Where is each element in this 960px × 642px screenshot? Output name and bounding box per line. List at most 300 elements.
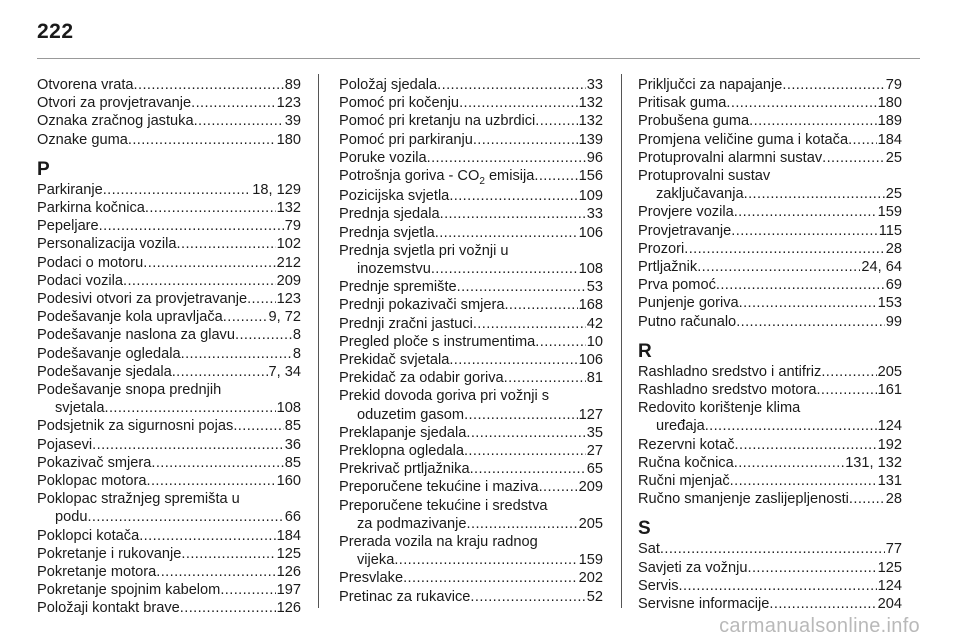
page-reference[interactable]: 209 <box>276 272 301 289</box>
subscript: 2 <box>479 176 485 188</box>
page-reference[interactable]: 197 <box>276 582 301 599</box>
page-reference[interactable]: 24, 64 <box>861 259 902 276</box>
index-entry-continuation: inozemstvu <box>357 261 431 278</box>
dot-leader <box>734 203 877 221</box>
index-entry[interactable] <box>638 131 902 149</box>
index-entry-term <box>638 94 726 112</box>
dot-leader <box>437 76 586 94</box>
page-reference[interactable]: 85 <box>284 454 301 471</box>
dot-leader <box>848 131 877 149</box>
index-entry[interactable] <box>339 278 603 296</box>
page-reference[interactable]: 212 <box>276 254 301 271</box>
dot-leader <box>464 442 586 460</box>
index-entry-text: Promjena veličine guma i kotača <box>638 131 849 148</box>
index-entry-term <box>339 187 449 205</box>
index-entry[interactable] <box>638 185 902 203</box>
index-entry-text: Punjenje goriva <box>638 295 739 312</box>
index-entry-text: Probušena guma <box>638 113 750 130</box>
page-reference[interactable]: 106 <box>578 224 603 241</box>
index-entry-text: Podaci o motoru <box>37 254 144 271</box>
index-entry-continuation: vijeka <box>357 552 395 569</box>
dot-leader <box>403 569 578 587</box>
dot-leader <box>504 369 586 387</box>
index-entry[interactable] <box>638 454 902 472</box>
index-entry[interactable] <box>638 363 902 381</box>
dot-leader <box>730 472 877 490</box>
index-entry[interactable] <box>37 563 301 581</box>
index-entry[interactable] <box>339 406 603 424</box>
index-entry-continuation: zaključavanja <box>656 186 744 203</box>
index-entry-term <box>638 577 679 595</box>
page-reference[interactable]: 180 <box>877 95 902 112</box>
page-reference[interactable]: 115 <box>878 222 902 239</box>
dot-leader <box>473 131 578 149</box>
page-reference[interactable]: 126 <box>276 600 301 617</box>
index-entry-term <box>638 454 734 472</box>
index-entry[interactable] <box>37 290 301 308</box>
index-entry-continuation: podu <box>55 509 88 526</box>
index-entry-text: Ručni mjenjač <box>638 473 730 490</box>
index-entry-text: Preporučene tekućine i maziva <box>339 479 539 496</box>
index-entry-term <box>656 185 744 203</box>
page-reference[interactable]: 33 <box>586 206 603 223</box>
index-column-1 <box>37 76 301 618</box>
index-entry-text: Savjeti za vožnju <box>638 559 748 576</box>
index-entry[interactable] <box>37 399 301 417</box>
page-reference[interactable]: 153 <box>877 295 902 312</box>
index-entry-term <box>37 272 123 290</box>
dot-leader <box>734 454 844 472</box>
index-entry-term <box>37 472 147 490</box>
index-entry[interactable] <box>37 326 301 344</box>
page-reference[interactable]: 99 <box>885 313 902 330</box>
index-entry[interactable] <box>339 224 603 242</box>
index-entry-term <box>357 260 431 278</box>
dot-leader <box>191 94 276 112</box>
index-entry[interactable] <box>339 149 603 167</box>
page-reference[interactable]: 25 <box>885 186 902 203</box>
index-entry-continuation: oduzetim gasom <box>357 406 465 423</box>
page-reference[interactable]: 65 <box>586 461 603 478</box>
index-entry-text: Poruke vozila <box>339 149 427 166</box>
index-entry[interactable] <box>339 442 603 460</box>
index-entry-text: Prekrivač prtljažnika <box>339 461 470 478</box>
page-reference[interactable]: 156 <box>578 168 603 185</box>
page-reference[interactable]: 205 <box>877 363 902 380</box>
index-entry-term <box>638 381 816 399</box>
index-entry[interactable] <box>37 254 301 272</box>
index-entry[interactable] <box>37 217 301 235</box>
index-entry-text: Prekidač za odabir goriva <box>339 370 504 387</box>
index-entry[interactable] <box>37 545 301 563</box>
dot-leader <box>223 308 268 326</box>
dot-leader <box>92 436 284 454</box>
index-entry-term <box>339 588 470 606</box>
index-entry[interactable] <box>339 260 603 278</box>
index-entry-text: Podešavanje naslona za glavu <box>37 327 235 344</box>
dot-leader <box>151 454 283 472</box>
page-reference[interactable]: 25 <box>885 149 902 166</box>
index-entry[interactable] <box>339 551 603 569</box>
page-reference[interactable]: 202 <box>578 570 603 587</box>
page-reference[interactable]: 109 <box>578 188 603 205</box>
index-entry[interactable] <box>37 345 301 363</box>
page-reference[interactable]: 52 <box>586 588 603 605</box>
index-entry[interactable] <box>638 436 902 454</box>
index-entry[interactable] <box>638 258 902 276</box>
index-entry-term <box>339 112 535 130</box>
index-entry-term <box>339 478 539 496</box>
index-entry[interactable] <box>37 436 301 454</box>
index-entry-term <box>638 131 848 149</box>
index-entry[interactable] <box>339 296 603 314</box>
index-entry-term <box>638 472 730 490</box>
dot-leader <box>739 294 877 312</box>
index-entry-text: Rezervni kotač <box>638 436 735 453</box>
index-entry-term <box>37 326 235 344</box>
index-entry[interactable] <box>37 94 301 112</box>
page-reference[interactable]: 85 <box>284 418 301 435</box>
index-entry-term <box>638 276 716 294</box>
index-entry-term <box>55 399 104 417</box>
page-reference[interactable]: 79 <box>885 77 902 93</box>
index-entry[interactable] <box>37 472 301 490</box>
dot-leader <box>473 315 586 333</box>
index-entry[interactable] <box>339 187 603 205</box>
index-entry[interactable] <box>638 381 902 399</box>
index-entry[interactable] <box>638 76 902 94</box>
page-reference[interactable]: 131, 132 <box>845 454 902 471</box>
index-entry-term <box>638 76 782 94</box>
index-column-2 <box>339 76 603 606</box>
page-reference[interactable]: 27 <box>586 443 603 460</box>
index-entry[interactable] <box>638 595 902 613</box>
page-reference[interactable]: 28 <box>885 240 902 257</box>
page-reference[interactable]: 96 <box>586 149 603 166</box>
index-entry[interactable] <box>37 272 301 290</box>
index-entry-text: Prednje spremište <box>339 279 457 296</box>
index-entry-text: Pretinac za rukavice <box>339 588 471 605</box>
page-reference[interactable]: 108 <box>578 261 603 278</box>
page-reference[interactable]: 10 <box>586 333 603 350</box>
index-entry-term <box>37 581 220 599</box>
dot-leader <box>177 235 276 253</box>
index-entry[interactable] <box>37 508 301 526</box>
dot-leader <box>470 460 586 478</box>
index-entry[interactable] <box>37 527 301 545</box>
page-reference[interactable]: 168 <box>578 297 603 314</box>
dot-leader <box>660 540 885 558</box>
page-reference[interactable]: 123 <box>276 291 301 308</box>
page-reference[interactable]: 9, 72 <box>268 309 301 326</box>
index-entry-term <box>339 424 466 442</box>
index-entry-term <box>37 417 233 435</box>
dot-leader <box>235 326 292 344</box>
index-entry[interactable] <box>339 369 603 387</box>
page-reference[interactable]: 108 <box>276 400 301 417</box>
dot-leader <box>99 217 284 235</box>
index-entry-text: Ručno smanjenje zaslijepljenosti <box>638 491 849 508</box>
page-reference[interactable]: 7, 34 <box>268 363 301 380</box>
index-entry-text-after: emisija <box>484 168 535 185</box>
index-entry-text: Položaji kontakt brave <box>37 600 180 617</box>
index-entry-text: Pojasevi <box>37 436 93 453</box>
dot-leader <box>427 149 586 167</box>
index-entry-text: Prednji pokazivači smjera <box>339 297 505 314</box>
index-entry[interactable] <box>37 76 301 94</box>
index-entry[interactable] <box>339 76 603 94</box>
index-entry[interactable] <box>37 235 301 253</box>
index-entry[interactable] <box>339 460 603 478</box>
dot-leader <box>535 333 585 351</box>
page-reference[interactable]: 124 <box>877 577 902 594</box>
column-divider <box>318 74 319 608</box>
index-entry-text: Personalizacija vozila <box>37 236 177 253</box>
page-reference[interactable]: 184 <box>276 527 301 544</box>
index-entry-continuation: za podmazivanje <box>357 515 467 532</box>
index-entry-term <box>37 217 99 235</box>
index-entry-term: Prekid dovoda goriva pri vožnji s <box>339 388 550 405</box>
dot-leader <box>684 240 885 258</box>
page-reference[interactable]: 66 <box>284 509 301 526</box>
index-entry[interactable] <box>37 599 301 617</box>
index-entry[interactable] <box>37 199 301 217</box>
index-entry[interactable] <box>37 581 301 599</box>
dot-leader <box>749 112 876 130</box>
index-entry-text: Pomoć pri kretanju na uzbrdici <box>339 113 536 130</box>
index-entry[interactable] <box>339 351 603 369</box>
page-reference[interactable]: 36 <box>284 436 301 453</box>
page-reference[interactable]: 184 <box>877 131 902 148</box>
index-entry-text: Parkiranje <box>37 181 103 198</box>
index-entry-text: Pokazivač smjera <box>37 454 152 471</box>
page-reference[interactable]: 69 <box>885 277 902 294</box>
dot-leader <box>822 149 885 167</box>
index-entry[interactable] <box>339 112 603 130</box>
page-reference[interactable]: 189 <box>877 113 902 130</box>
index-entry-text: Provjere vozila <box>638 204 734 221</box>
index-entry[interactable] <box>339 569 603 587</box>
index-entry[interactable] <box>339 333 603 351</box>
page-reference[interactable]: 35 <box>586 424 603 441</box>
index-entry[interactable] <box>638 540 902 558</box>
page-reference[interactable]: 33 <box>586 77 603 93</box>
index-entry[interactable] <box>37 181 301 199</box>
index-entry-text: Ručna kočnica <box>638 454 734 471</box>
index-entry[interactable] <box>37 308 301 326</box>
page-reference[interactable]: 18, 129 <box>252 181 301 198</box>
index-entry[interactable] <box>339 424 603 442</box>
dot-leader <box>194 112 284 130</box>
dot-leader <box>748 559 877 577</box>
index-entry-term <box>37 454 151 472</box>
section-letter: P <box>37 158 50 180</box>
index-entry[interactable] <box>37 363 301 381</box>
index-entry-term <box>37 94 191 112</box>
index-entry[interactable] <box>339 315 603 333</box>
index-entry-text: Preklapanje sjedala <box>339 424 467 441</box>
page-reference[interactable]: 159 <box>578 552 603 569</box>
page-reference[interactable]: 102 <box>276 236 301 253</box>
index-entry[interactable] <box>638 112 902 130</box>
dot-leader <box>849 490 885 508</box>
dot-leader <box>457 278 586 296</box>
index-entry[interactable] <box>638 294 902 312</box>
index-entry-text: Sat <box>638 541 660 558</box>
index-entry-continuation: svjetala <box>55 400 105 417</box>
page-reference[interactable]: 42 <box>586 315 603 332</box>
index-entry-text: Presvlake <box>339 570 404 587</box>
index-entry-text: Servis <box>638 577 679 594</box>
index-entry-term <box>339 333 535 351</box>
watermark: carmanualsonline.info <box>719 615 920 637</box>
dot-leader <box>744 185 885 203</box>
index-entry[interactable] <box>638 472 902 490</box>
index-entry-text: Provjetravanje <box>638 222 732 239</box>
page-reference[interactable]: 39 <box>284 113 301 130</box>
index-entry-text: Pokretanje i rukovanje <box>37 545 182 562</box>
index-entry-term <box>638 258 697 276</box>
index-entry-term <box>37 181 103 199</box>
dot-leader <box>816 381 876 399</box>
index-entry-term <box>37 563 156 581</box>
index-entry-continuation: uređaja <box>656 418 705 435</box>
index-entry[interactable] <box>638 490 902 508</box>
index-entry[interactable] <box>638 203 902 221</box>
page-reference[interactable]: 123 <box>276 95 301 112</box>
index-entry[interactable] <box>339 515 603 533</box>
page-reference[interactable]: 77 <box>885 541 902 558</box>
index-entry-term: Preporučene tekućine i sredstva <box>339 497 548 514</box>
page-reference[interactable]: 8 <box>292 345 301 362</box>
dot-leader <box>467 515 578 533</box>
index-entry-term <box>339 149 427 167</box>
index-entry[interactable] <box>37 417 301 435</box>
page-reference[interactable]: 126 <box>276 564 301 581</box>
index-entry[interactable] <box>339 131 603 149</box>
index-entry-term <box>339 442 464 460</box>
page-reference[interactable]: 132 <box>578 95 603 112</box>
index-entry-term <box>339 278 457 296</box>
index-entry[interactable] <box>638 417 902 435</box>
index-entry-term <box>37 527 139 545</box>
page-reference[interactable]: 132 <box>276 200 301 217</box>
index-entry[interactable] <box>339 588 603 606</box>
index-entry-term: Prednja svjetla pri vožnji u <box>339 242 509 259</box>
index-entry[interactable] <box>638 276 902 294</box>
index-entry-text: Podaci vozila <box>37 272 123 289</box>
page-reference[interactable]: 79 <box>284 218 301 235</box>
index-entry-term <box>638 112 749 130</box>
dot-leader <box>440 205 586 223</box>
dot-leader <box>470 588 585 606</box>
page-reference[interactable]: 192 <box>877 436 902 453</box>
page-reference[interactable]: 8 <box>292 327 301 344</box>
dot-leader <box>449 187 577 205</box>
dot-leader <box>134 76 284 94</box>
index-entry[interactable] <box>37 131 301 149</box>
page-reference[interactable]: 89 <box>284 77 301 93</box>
index-entry-text: Poklopac motora <box>37 473 147 490</box>
page-reference[interactable]: 124 <box>877 418 902 435</box>
index-column-3 <box>638 76 902 613</box>
index-entry[interactable] <box>638 577 902 595</box>
index-entry[interactable] <box>638 222 902 240</box>
page-reference[interactable]: 125 <box>877 559 902 576</box>
index-entry-term <box>339 569 403 587</box>
page-reference[interactable]: 180 <box>276 131 301 148</box>
index-entry-text: Prozori <box>638 240 685 257</box>
index-entry[interactable] <box>638 149 902 167</box>
page-reference[interactable]: 106 <box>578 352 603 369</box>
index-entry[interactable] <box>638 240 902 258</box>
page-reference[interactable]: 127 <box>578 406 603 423</box>
dot-leader <box>220 581 275 599</box>
dot-leader <box>394 551 577 569</box>
index-entry-text: Pomoć pri parkiranju <box>339 131 473 148</box>
index-entry-text: Preklopna ogledala <box>339 443 464 460</box>
dot-leader <box>769 595 876 613</box>
page-reference[interactable]: 205 <box>578 515 603 532</box>
page-reference[interactable]: 160 <box>276 473 301 490</box>
index-entry-text: Položaj sjedala <box>339 77 438 93</box>
index-entry[interactable] <box>638 313 902 331</box>
index-entry-term <box>37 235 177 253</box>
page-reference[interactable]: 81 <box>586 370 603 387</box>
index-entry[interactable] <box>37 112 301 130</box>
index-entry-text: Servisne informacije <box>638 596 770 613</box>
dot-leader <box>735 436 877 454</box>
index-entry-term <box>37 545 181 563</box>
page-reference[interactable]: 125 <box>276 545 301 562</box>
page-reference[interactable]: 204 <box>877 596 902 613</box>
index-entry[interactable] <box>339 94 603 112</box>
index-entry[interactable] <box>638 94 902 112</box>
page-reference[interactable]: 139 <box>578 131 603 148</box>
dot-leader <box>123 272 276 290</box>
page-reference[interactable]: 209 <box>578 479 603 496</box>
index-entry[interactable] <box>339 205 603 223</box>
index-entry-text: Rashladno sredstvo motora <box>638 382 817 399</box>
index-entry-text: Podsjetnik za sigurnosni pojas <box>37 418 234 435</box>
section-letter: R <box>638 340 652 362</box>
index-entry-term <box>339 76 437 94</box>
index-entry-text: Poklopci kotača <box>37 527 140 544</box>
index-entry-term <box>339 315 473 333</box>
index-entry-term <box>638 313 736 331</box>
index-entry-text: Priključci za napajanje <box>638 77 783 93</box>
page-reference[interactable]: 53 <box>586 279 603 296</box>
page-reference[interactable]: 131 <box>877 473 902 490</box>
page-reference[interactable]: 159 <box>877 204 902 221</box>
page-reference[interactable]: 132 <box>578 113 603 130</box>
index-entry-text: Pregled ploče s instrumentima <box>339 333 536 350</box>
index-entry[interactable] <box>339 478 603 496</box>
index-entry-text: Prtljažnik <box>638 259 698 276</box>
index-entry[interactable] <box>339 167 603 187</box>
dot-leader <box>716 276 885 294</box>
index-entry[interactable] <box>37 454 301 472</box>
index-entry-term <box>357 515 467 533</box>
index-entry-term: Protuprovalni sustav <box>638 168 771 185</box>
dot-leader <box>172 363 268 381</box>
dot-leader <box>539 478 578 496</box>
index-entry-term <box>37 345 181 363</box>
column-divider <box>621 74 622 608</box>
page-reference[interactable]: 161 <box>877 382 902 399</box>
index-entry[interactable] <box>638 559 902 577</box>
page-reference[interactable]: 28 <box>885 491 902 508</box>
